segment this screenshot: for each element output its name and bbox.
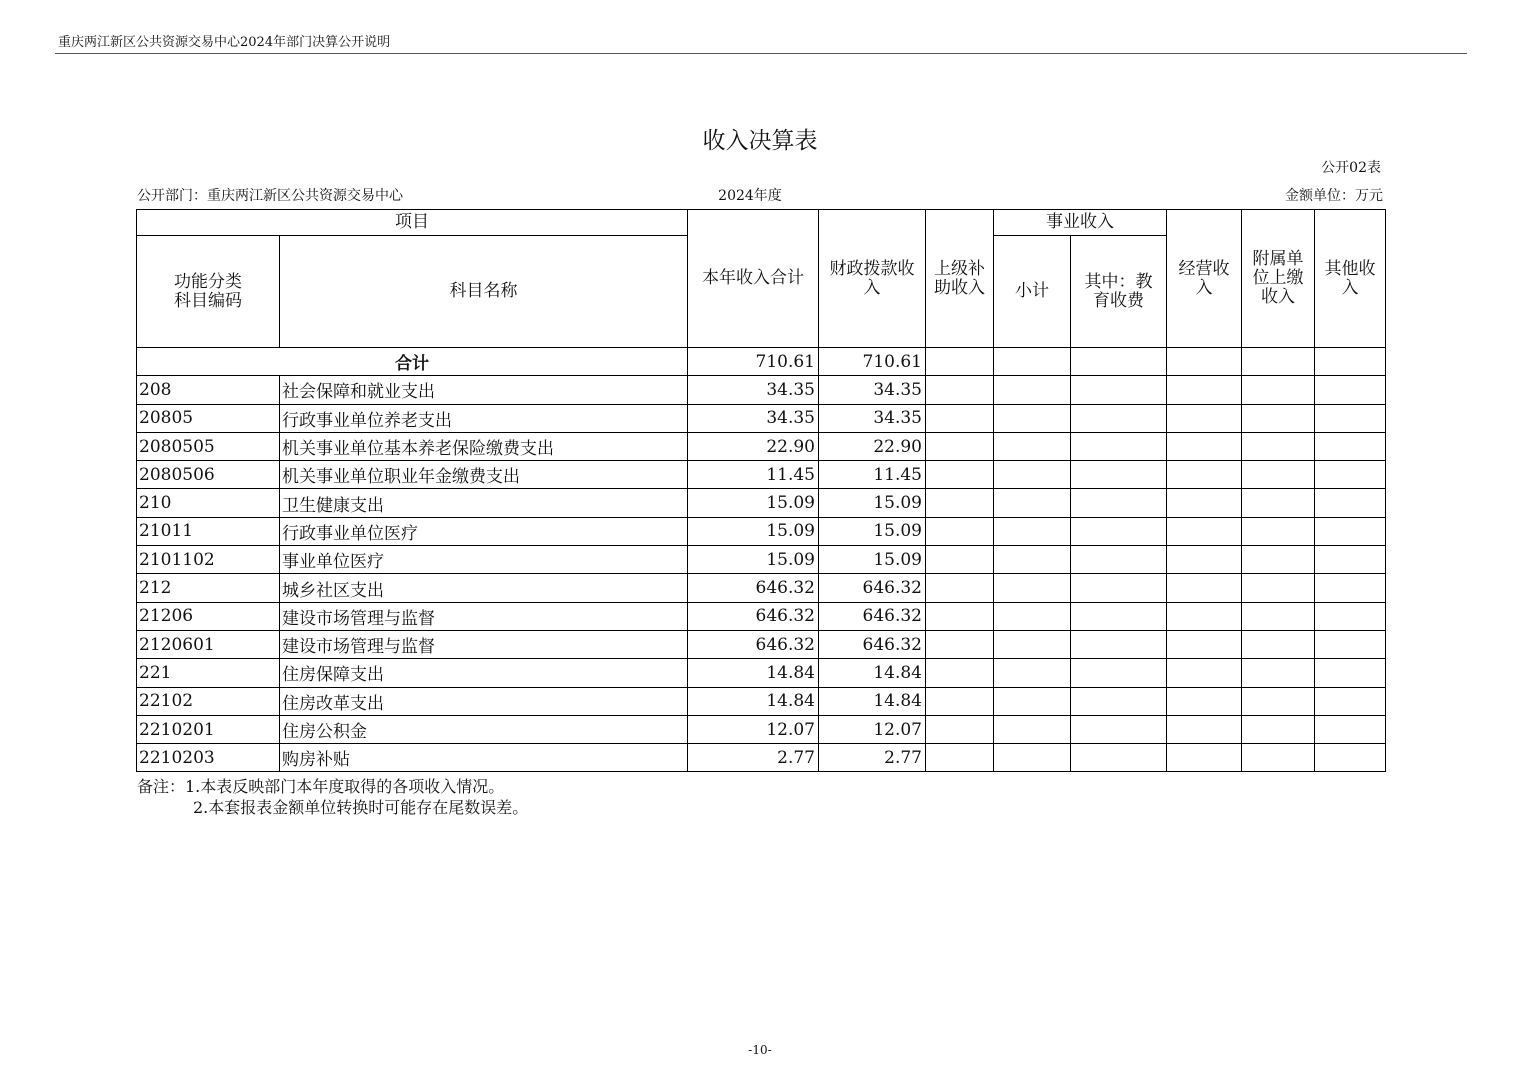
subject-name: 住房公积金 [280, 715, 688, 743]
total-income-value: 646.32 [688, 602, 819, 630]
empty-cell [1167, 376, 1242, 404]
total-fiscal-value: 710.61 [819, 348, 926, 376]
total-income-value: 646.32 [688, 574, 819, 602]
fiscal-value: 22.90 [819, 432, 926, 460]
empty-cell [1315, 602, 1386, 630]
empty-cell [994, 489, 1071, 517]
header-operating-income: 经营收 入 [1167, 210, 1242, 348]
empty-cell [994, 687, 1071, 715]
fiscal-value: 34.35 [819, 376, 926, 404]
subject-code: 221 [137, 659, 280, 687]
empty-cell [1071, 461, 1167, 489]
total-income-value: 11.45 [688, 461, 819, 489]
subject-code: 2210203 [137, 744, 280, 772]
empty-cell [1315, 744, 1386, 772]
empty-cell [1167, 517, 1242, 545]
empty-cell [994, 602, 1071, 630]
empty-cell [994, 630, 1071, 658]
header-education-fees: 其中：教 育收费 [1071, 236, 1167, 348]
empty-cell [1242, 574, 1315, 602]
total-income-value: 15.09 [688, 517, 819, 545]
running-header: 重庆两江新区公共资源交易中心2024年部门决算公开说明 [58, 35, 391, 50]
fiscal-value: 646.32 [819, 602, 926, 630]
empty-cell [994, 574, 1071, 602]
empty-cell [1315, 489, 1386, 517]
fiscal-value: 15.09 [819, 517, 926, 545]
empty-cell [926, 404, 994, 432]
empty-cell [1167, 715, 1242, 743]
empty-cell [1167, 630, 1242, 658]
empty-cell [1242, 376, 1315, 404]
empty-cell [994, 348, 1071, 376]
total-income-value: 22.90 [688, 432, 819, 460]
empty-cell [926, 376, 994, 404]
fiscal-value: 2.77 [819, 744, 926, 772]
empty-cell [926, 630, 994, 658]
empty-cell [1242, 715, 1315, 743]
empty-cell [1071, 517, 1167, 545]
subject-code: 21206 [137, 602, 280, 630]
empty-cell [1315, 630, 1386, 658]
empty-cell [1071, 404, 1167, 432]
empty-cell [1242, 630, 1315, 658]
empty-cell [926, 744, 994, 772]
subject-name: 购房补贴 [280, 744, 688, 772]
empty-cell [1167, 546, 1242, 574]
empty-cell [1071, 659, 1167, 687]
empty-cell [1071, 744, 1167, 772]
empty-cell [926, 517, 994, 545]
total-income-value: 14.84 [688, 687, 819, 715]
notes [137, 776, 528, 818]
total-label: 合计 [137, 348, 688, 376]
empty-cell [926, 489, 994, 517]
empty-cell [994, 517, 1071, 545]
empty-cell [926, 432, 994, 460]
header-item: 项目 [137, 210, 688, 236]
form-code: 公开02表 [1321, 160, 1381, 176]
empty-cell [1167, 348, 1242, 376]
table-row [137, 432, 1386, 460]
empty-cell [994, 659, 1071, 687]
fiscal-value: 646.32 [819, 574, 926, 602]
fiscal-value: 34.35 [819, 404, 926, 432]
empty-cell [1315, 461, 1386, 489]
empty-cell [1071, 574, 1167, 602]
header-subject-name: 科目名称 [280, 236, 688, 348]
empty-cell [1071, 687, 1167, 715]
subject-name: 社会保障和就业支出 [280, 376, 688, 404]
subject-name: 住房改革支出 [280, 687, 688, 715]
empty-cell [1242, 432, 1315, 460]
subject-name: 建设市场管理与监督 [280, 602, 688, 630]
empty-cell [1315, 687, 1386, 715]
table-row [137, 376, 1386, 404]
subject-name: 事业单位医疗 [280, 546, 688, 574]
subject-name: 城乡社区支出 [280, 574, 688, 602]
header-superior-subsidy: 上级补 助收入 [926, 210, 994, 348]
total-row [137, 348, 1386, 376]
subject-code: 21011 [137, 517, 280, 545]
subject-name: 卫生健康支出 [280, 489, 688, 517]
subject-code: 2080506 [137, 461, 280, 489]
empty-cell [1242, 489, 1315, 517]
empty-cell [994, 546, 1071, 574]
table-row [137, 602, 1386, 630]
table-row [137, 517, 1386, 545]
empty-cell [926, 546, 994, 574]
fiscal-value: 15.09 [819, 546, 926, 574]
empty-cell [1167, 744, 1242, 772]
fiscal-value: 14.84 [819, 659, 926, 687]
table-row [137, 659, 1386, 687]
table-row [137, 574, 1386, 602]
header-affiliated-income: 附属单 位上缴 收入 [1242, 210, 1315, 348]
header-business-income: 事业收入 [994, 210, 1167, 236]
empty-cell [926, 659, 994, 687]
total-income-value: 34.35 [688, 376, 819, 404]
empty-cell [1242, 517, 1315, 545]
header-total-income: 本年收入合计 [688, 210, 819, 348]
empty-cell [1167, 574, 1242, 602]
empty-cell [1071, 546, 1167, 574]
fiscal-value: 11.45 [819, 461, 926, 489]
total-income-value: 14.84 [688, 659, 819, 687]
empty-cell [1315, 404, 1386, 432]
total-income-value: 15.09 [688, 489, 819, 517]
header-fiscal-appropriation: 财政拨款收 入 [819, 210, 926, 348]
table-row [137, 546, 1386, 574]
subject-code: 2120601 [137, 630, 280, 658]
subject-name: 建设市场管理与监督 [280, 630, 688, 658]
subject-name: 机关事业单位基本养老保险缴费支出 [280, 432, 688, 460]
total-income-value: 2.77 [688, 744, 819, 772]
total-income-value: 34.35 [688, 404, 819, 432]
subject-code: 22102 [137, 687, 280, 715]
header-subtotal: 小计 [994, 236, 1071, 348]
empty-cell [1315, 659, 1386, 687]
fiscal-value: 14.84 [819, 687, 926, 715]
empty-cell [1242, 687, 1315, 715]
subject-code: 212 [137, 574, 280, 602]
subject-code: 2210201 [137, 715, 280, 743]
fiscal-value: 12.07 [819, 715, 926, 743]
income-table [136, 209, 1386, 772]
header-func-code: 功能分类 科目编码 [137, 236, 280, 348]
note-2: 2.本套报表金额单位转换时可能存在尾数误差。 [193, 798, 529, 817]
header-rule [55, 53, 1467, 54]
table-row [137, 404, 1386, 432]
empty-cell [1071, 602, 1167, 630]
empty-cell [994, 432, 1071, 460]
meta-row [137, 185, 1383, 205]
empty-cell [1242, 348, 1315, 376]
empty-cell [1315, 546, 1386, 574]
table-row [137, 489, 1386, 517]
empty-cell [1167, 602, 1242, 630]
subject-name: 行政事业单位养老支出 [280, 404, 688, 432]
subject-code: 2080505 [137, 432, 280, 460]
empty-cell [1315, 348, 1386, 376]
total-income-value: 15.09 [688, 546, 819, 574]
empty-cell [1071, 489, 1167, 517]
empty-cell [994, 404, 1071, 432]
empty-cell [1242, 659, 1315, 687]
page-number: -10- [748, 1043, 772, 1057]
empty-cell [1167, 489, 1242, 517]
empty-cell [994, 461, 1071, 489]
empty-cell [1242, 461, 1315, 489]
empty-cell [1167, 659, 1242, 687]
subject-code: 208 [137, 376, 280, 404]
amount-unit: 金额单位：万元 [1285, 188, 1383, 204]
empty-cell [1167, 461, 1242, 489]
subject-name: 行政事业单位医疗 [280, 517, 688, 545]
header-other-income: 其他收 入 [1315, 210, 1386, 348]
table-row [137, 630, 1386, 658]
page-title: 收入决算表 [702, 128, 818, 154]
empty-cell [1315, 376, 1386, 404]
empty-cell [1242, 546, 1315, 574]
total-income-value: 12.07 [688, 715, 819, 743]
empty-cell [1242, 404, 1315, 432]
empty-cell [1315, 432, 1386, 460]
empty-cell [1242, 602, 1315, 630]
empty-cell [1242, 744, 1315, 772]
subject-name: 机关事业单位职业年金缴费支出 [280, 461, 688, 489]
empty-cell [994, 715, 1071, 743]
empty-cell [1071, 348, 1167, 376]
department-label: 公开部门：重庆两江新区公共资源交易中心 [137, 188, 403, 204]
empty-cell [926, 348, 994, 376]
subject-name: 住房保障支出 [280, 659, 688, 687]
subject-code: 210 [137, 489, 280, 517]
empty-cell [1071, 630, 1167, 658]
fiscal-year: 2024年度 [718, 188, 782, 204]
total-income-value: 646.32 [688, 630, 819, 658]
empty-cell [1167, 432, 1242, 460]
empty-cell [926, 461, 994, 489]
empty-cell [1071, 432, 1167, 460]
table-row [137, 687, 1386, 715]
empty-cell [1315, 715, 1386, 743]
subject-code: 20805 [137, 404, 280, 432]
empty-cell [926, 715, 994, 743]
header-row-1 [137, 210, 1386, 236]
note-1: 备注：1.本表反映部门本年度取得的各项收入情况。 [137, 777, 505, 796]
total-income-value: 710.61 [688, 348, 819, 376]
empty-cell [994, 376, 1071, 404]
empty-cell [926, 687, 994, 715]
subject-code: 2101102 [137, 546, 280, 574]
table-row [137, 715, 1386, 743]
empty-cell [926, 574, 994, 602]
empty-cell [994, 744, 1071, 772]
empty-cell [1071, 715, 1167, 743]
table-row [137, 461, 1386, 489]
empty-cell [1167, 404, 1242, 432]
fiscal-value: 15.09 [819, 489, 926, 517]
table-row [137, 744, 1386, 772]
empty-cell [1315, 574, 1386, 602]
empty-cell [1167, 687, 1242, 715]
empty-cell [926, 602, 994, 630]
empty-cell [1071, 376, 1167, 404]
fiscal-value: 646.32 [819, 630, 926, 658]
empty-cell [1315, 517, 1386, 545]
